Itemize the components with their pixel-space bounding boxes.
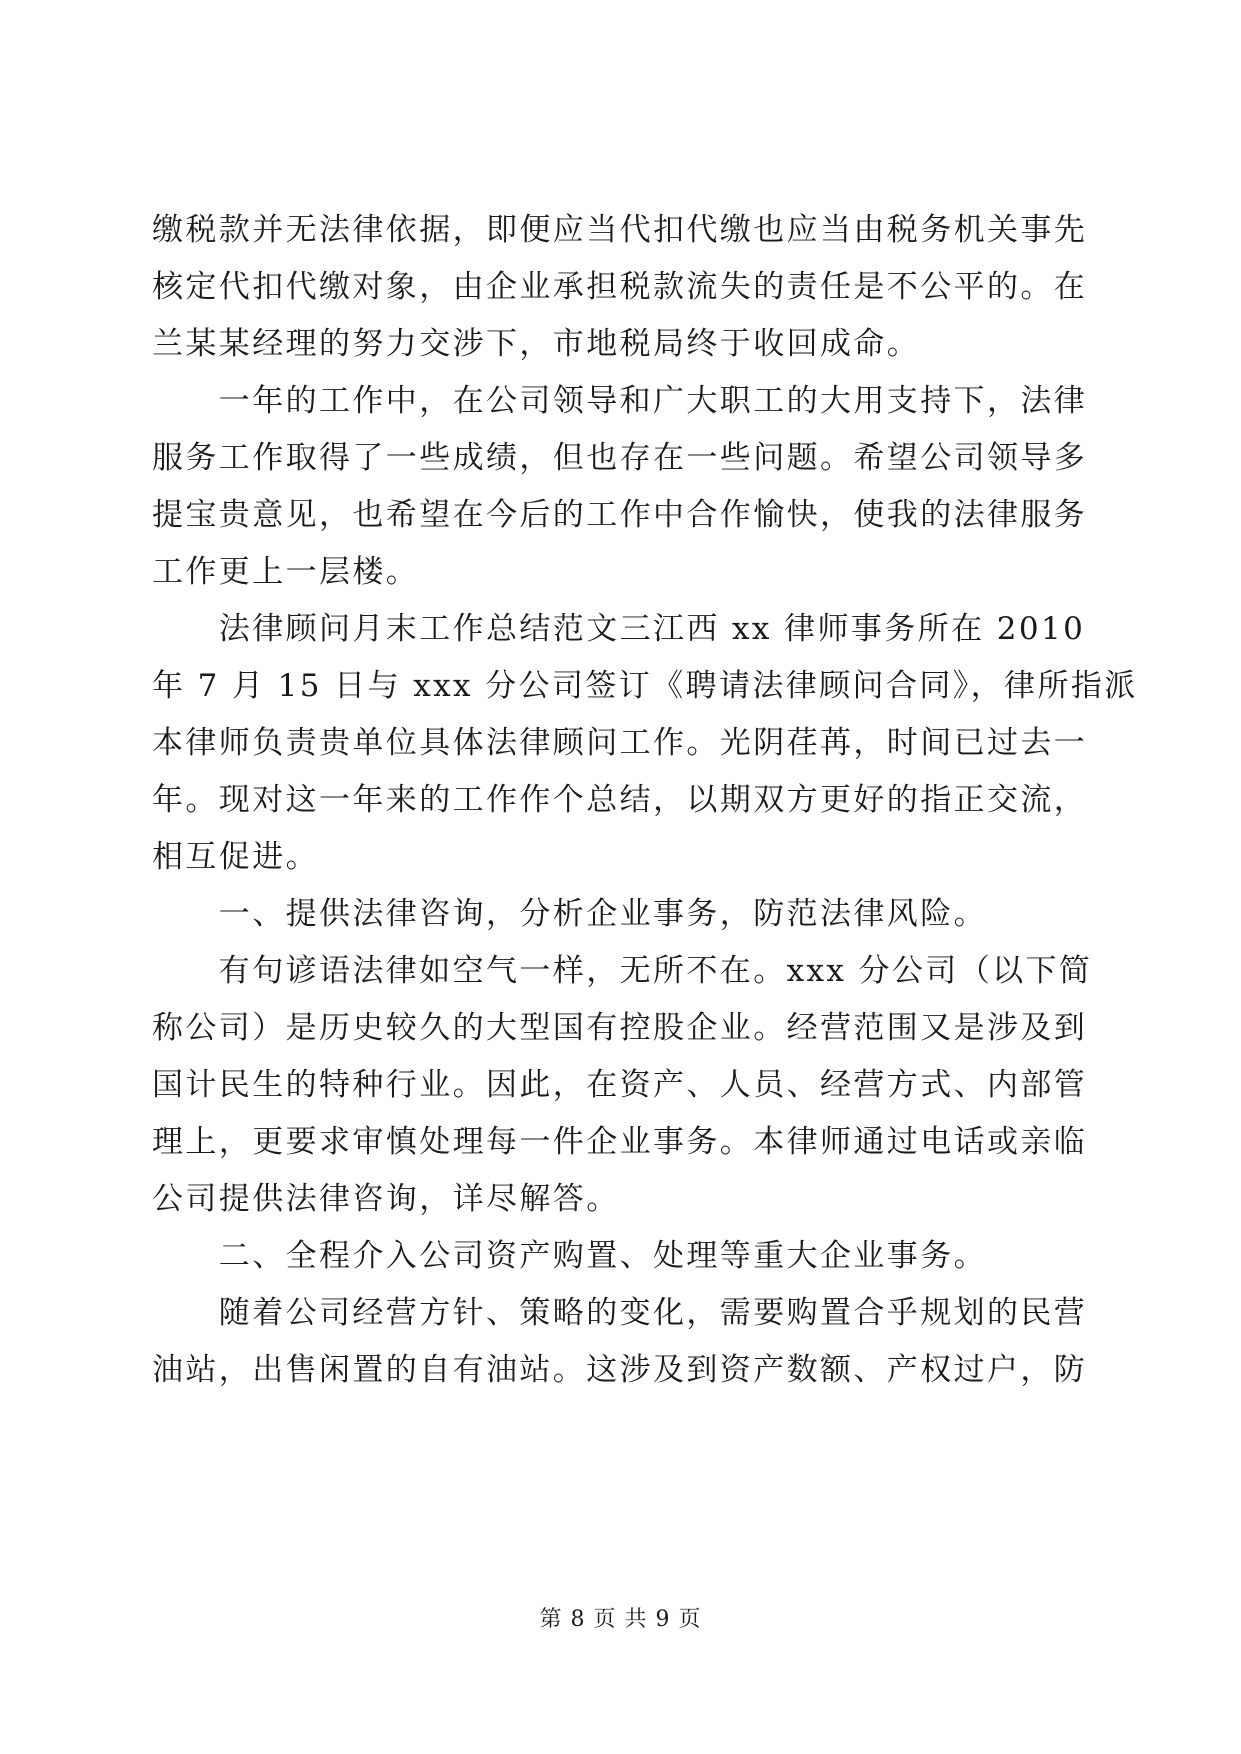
text-line-9: 年 7 月 15 日与 xxx 分公司签订《聘请法律顾问合同》，律所指派	[152, 668, 1138, 704]
text-line-13: 一、提供法律咨询，分析企业事务，防范法律风险。	[152, 896, 987, 932]
text-line-3: 兰某某经理的努力交涉下，市地税局终于收回成命。	[152, 326, 921, 362]
text-line-2: 核定代扣代缴对象，由企业承担税款流失的责任是不公平的。在	[152, 269, 1088, 305]
text-line-19: 二、全程介入公司资产购置、处理等重大企业事务。	[152, 1238, 987, 1274]
text-line-11: 年。现对这一年来的工作作个总结，以期双方更好的指正交流，	[152, 782, 1088, 818]
text-line-10: 本律师负责贵单位具体法律顾问工作。光阴荏苒，时间已过去一	[152, 725, 1088, 761]
text-line-18: 公司提供法律咨询，详尽解答。	[152, 1181, 620, 1217]
text-line-16: 国计民生的特种行业。因此，在资产、人员、经营方式、内部管	[152, 1067, 1088, 1103]
text-line-5: 服务工作取得了一些成绩，但也存在一些问题。希望公司领导多	[152, 440, 1088, 476]
text-line-12: 相互促进。	[152, 839, 319, 875]
text-line-7: 工作更上一层楼。	[152, 554, 420, 590]
text-line-4: 一年的工作中，在公司领导和广大职工的大用支持下，法律	[152, 383, 1088, 419]
text-line-1: 缴税款并无法律依据，即便应当代扣代缴也应当由税务机关事先	[152, 212, 1088, 248]
text-line-17: 理上，更要求审慎处理每一件企业事务。本律师通过电话或亲临	[152, 1124, 1088, 1160]
page-footer: 第 8 页 共 9 页	[539, 1607, 702, 1632]
text-line-8: 法律顾问月末工作总结范文三江西 xx 律师事务所在 2010	[152, 611, 1086, 647]
text-line-6: 提宝贵意见，也希望在今后的工作中合作愉快，使我的法律服务	[152, 497, 1088, 533]
text-line-15: 称公司）是历史较久的大型国有控股企业。经营范围又是涉及到	[152, 1010, 1088, 1046]
text-line-20: 随着公司经营方针、策略的变化，需要购置合乎规划的民营	[152, 1295, 1088, 1331]
text-line-21: 油站，出售闲置的自有油站。这涉及到资产数额、产权过户，防	[152, 1352, 1088, 1388]
text-line-14: 有句谚语法律如空气一样，无所不在。xxx 分公司（以下简	[152, 953, 1093, 989]
